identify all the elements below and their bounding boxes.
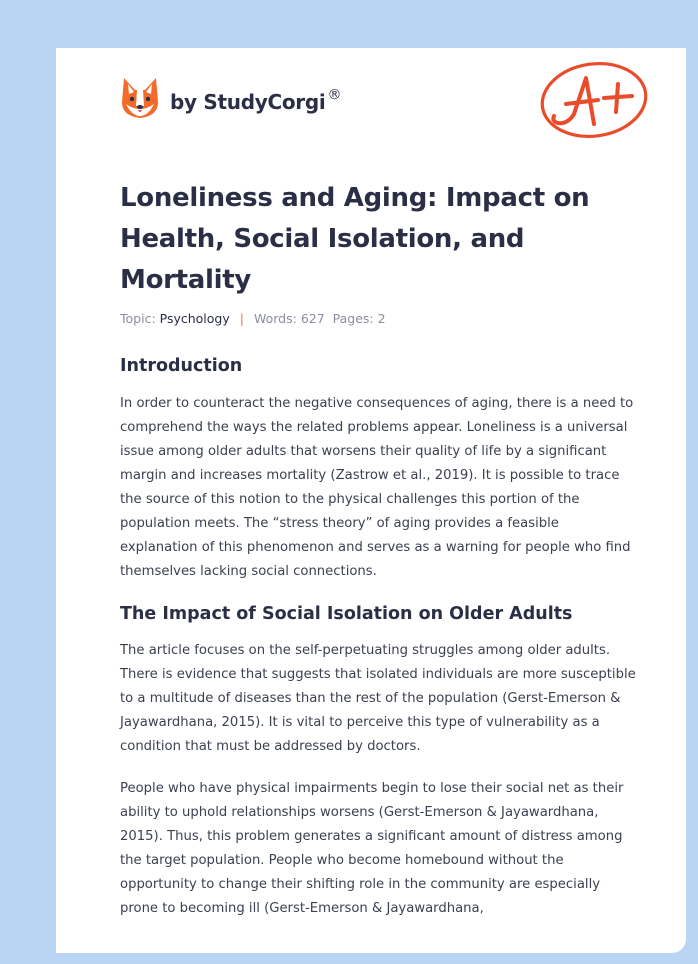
document-page — [56, 48, 686, 953]
section-heading-introduction: Introduction — [120, 356, 243, 376]
section-paragraph: In order to counteract the negative consequences of aging, there is a need to comprehend the ways the related problems appear. Loneliness is a universal issue among older adults that worsens their quality of life by a significant margin and increases mortality (Zastrow et al., 2019). It is possible to trace the source of this notion to the physical challenges this portion of the population meets. The “stress theory” of aging provides a feasible explanation of this phenomenon and serves as a warning for people who find themselves lacking social connections. — [120, 396, 634, 579]
brand-logo[interactable] — [120, 76, 341, 120]
brand-text: by StudyCorgi — [170, 90, 326, 114]
a-plus-grade-icon — [536, 58, 654, 142]
pages-count: 2 — [377, 311, 386, 326]
registered-mark: ® — [327, 87, 342, 103]
essay-body — [120, 354, 640, 921]
words-count: 627 — [300, 311, 325, 326]
meta-separator: | — [239, 311, 244, 326]
topic-link[interactable]: Psychology — [159, 311, 230, 326]
page-title: Loneliness and Aging: Impact on Health, Social Isolation, and Mortality — [120, 183, 590, 295]
document-meta — [120, 311, 386, 326]
topic-label: Topic: — [120, 311, 156, 326]
words-label: Words: — [253, 311, 297, 326]
pages-label: Pages: — [332, 311, 374, 326]
corgi-logo-icon — [120, 76, 160, 120]
section-paragraph: People who have physical impairments begin to lose their social net as their ability to uphold relationships worsens (Gerst-Emerson & Jayawardhana, 2015). Thus, this problem generates a significant amount of distress among the target population. People who become homebound without the opportunity to change their shifting role in the community are especially prone to becoming ill (Gerst-Emerson & Jayawardhana, — [120, 781, 624, 916]
section-heading-impact: The Impact of Social Isolation on Older Adults — [120, 604, 573, 624]
brand-name — [170, 87, 342, 114]
section-paragraph: The article focuses on the self-perpetuating struggles among older adults. There is evidence that suggests that isolated individuals are more susceptible to a multitude of diseases than the rest of the population (Gerst-Emerson & Jayawardhana, 2015). It is vital to perceive this type of vulnerability as a condition that must be addressed by doctors. — [120, 643, 636, 754]
